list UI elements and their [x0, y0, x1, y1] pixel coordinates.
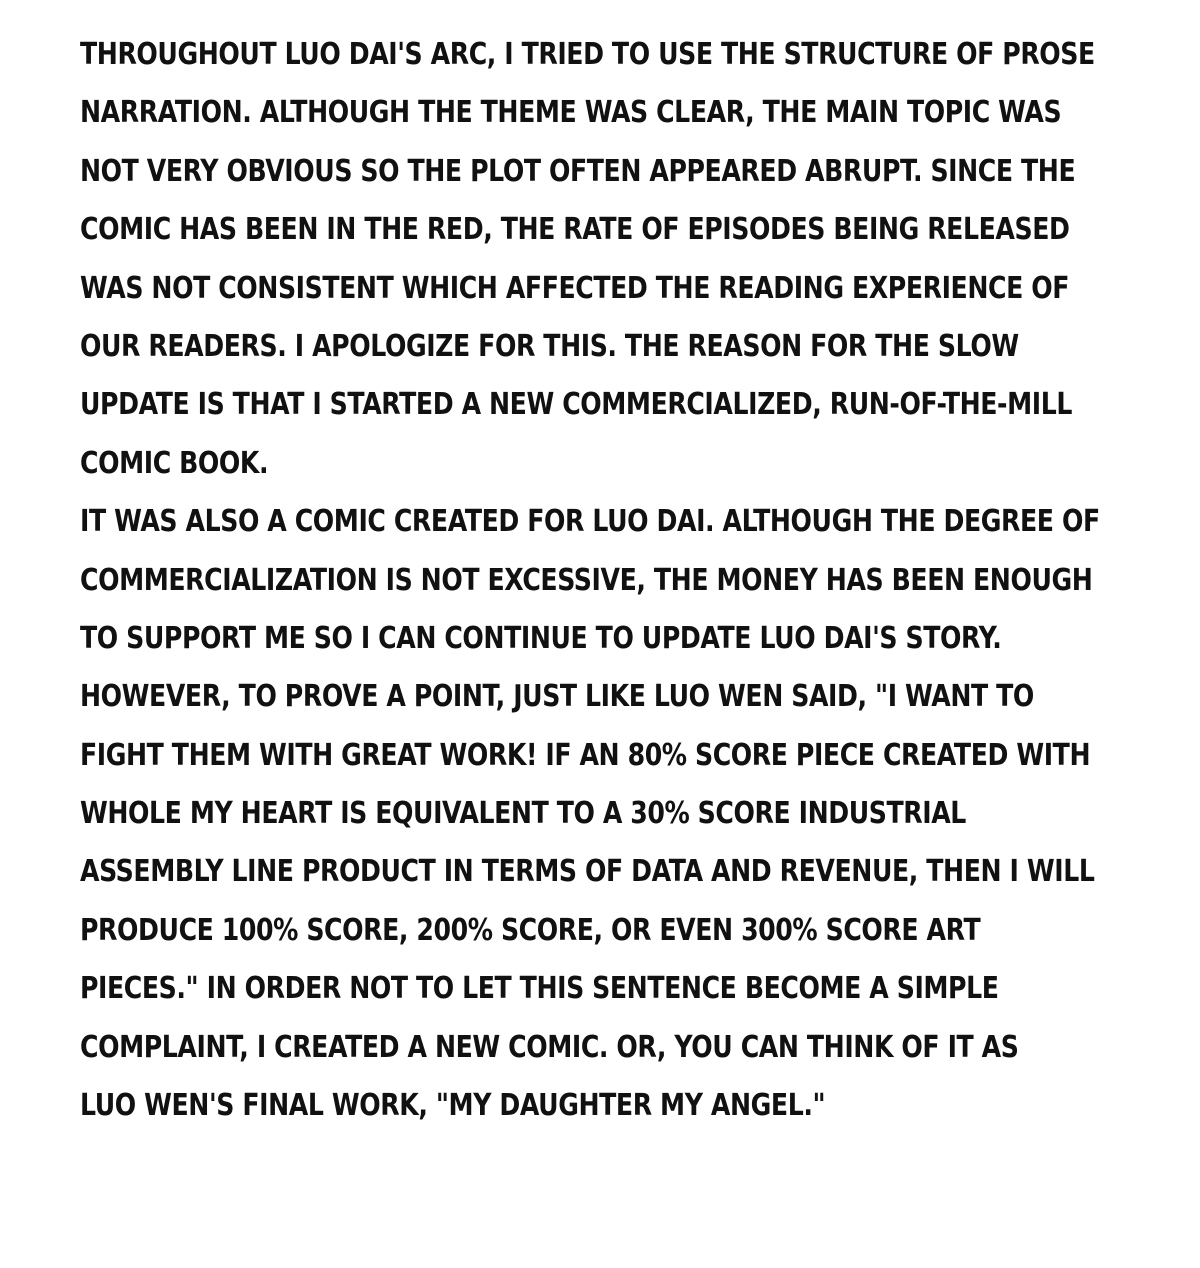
- text-line: NARRATION. ALTHOUGH THE THEME WAS CLEAR, THE MAIN TOPIC WAS: [80, 95, 1062, 131]
- text-line: ASSEMBLY LINE PRODUCT IN TERMS OF DATA AND REVENUE, THEN I WILL: [80, 854, 1095, 890]
- text-line: COMMERCIALIZATION IS NOT EXCESSIVE, THE MONEY HAS BEEN ENOUGH: [80, 562, 1093, 598]
- text-line: COMIC HAS BEEN IN THE RED, THE RATE OF EPISODES BEING RELEASED: [80, 212, 1070, 248]
- text-line: UPDATE IS THAT I STARTED A NEW COMMERCIALIZED, RUN-OF-THE-MILL: [80, 387, 1072, 423]
- author-note-text: [80, 26, 1120, 1135]
- text-line: TO SUPPORT ME SO I CAN CONTINUE TO UPDATE LUO DAI'S STORY.: [80, 620, 1002, 656]
- text-line: PRODUCE 100% SCORE, 200% SCORE, OR EVEN 300% SCORE ART: [80, 912, 981, 948]
- text-line: OUR READERS. I APOLOGIZE FOR THIS. THE REASON FOR THE SLOW: [80, 328, 1019, 364]
- text-line: COMPLAINT, I CREATED A NEW COMIC. OR, YOU CAN THINK OF IT AS: [80, 1029, 1019, 1065]
- text-line: LUO WEN'S FINAL WORK, "MY DAUGHTER MY ANGEL.": [80, 1088, 826, 1124]
- text-line: THROUGHOUT LUO DAI'S ARC, I TRIED TO USE THE STRUCTURE OF PROSE: [80, 37, 1095, 72]
- text-line: IT WAS ALSO A COMIC CREATED FOR LUO DAI. ALTHOUGH THE DEGREE OF: [80, 504, 1100, 540]
- text-line: COMIC BOOK.: [80, 445, 269, 481]
- text-line: NOT VERY OBVIOUS SO THE PLOT OFTEN APPEARED ABRUPT. SINCE THE: [80, 153, 1076, 189]
- text-line: WHOLE MY HEART IS EQUIVALENT TO A 30% SCORE INDUSTRIAL: [80, 796, 966, 832]
- text-line: PIECES." IN ORDER NOT TO LET THIS SENTENCE BECOME A SIMPLE: [80, 971, 999, 1007]
- text-line: HOWEVER, TO PROVE A POINT, JUST LIKE LUO WEN SAID, "I WANT TO: [80, 679, 1034, 715]
- text-line: WAS NOT CONSISTENT WHICH AFFECTED THE READING EXPERIENCE OF: [80, 270, 1070, 306]
- text-line: FIGHT THEM WITH GREAT WORK! IF AN 80% SCORE PIECE CREATED WITH: [80, 737, 1091, 773]
